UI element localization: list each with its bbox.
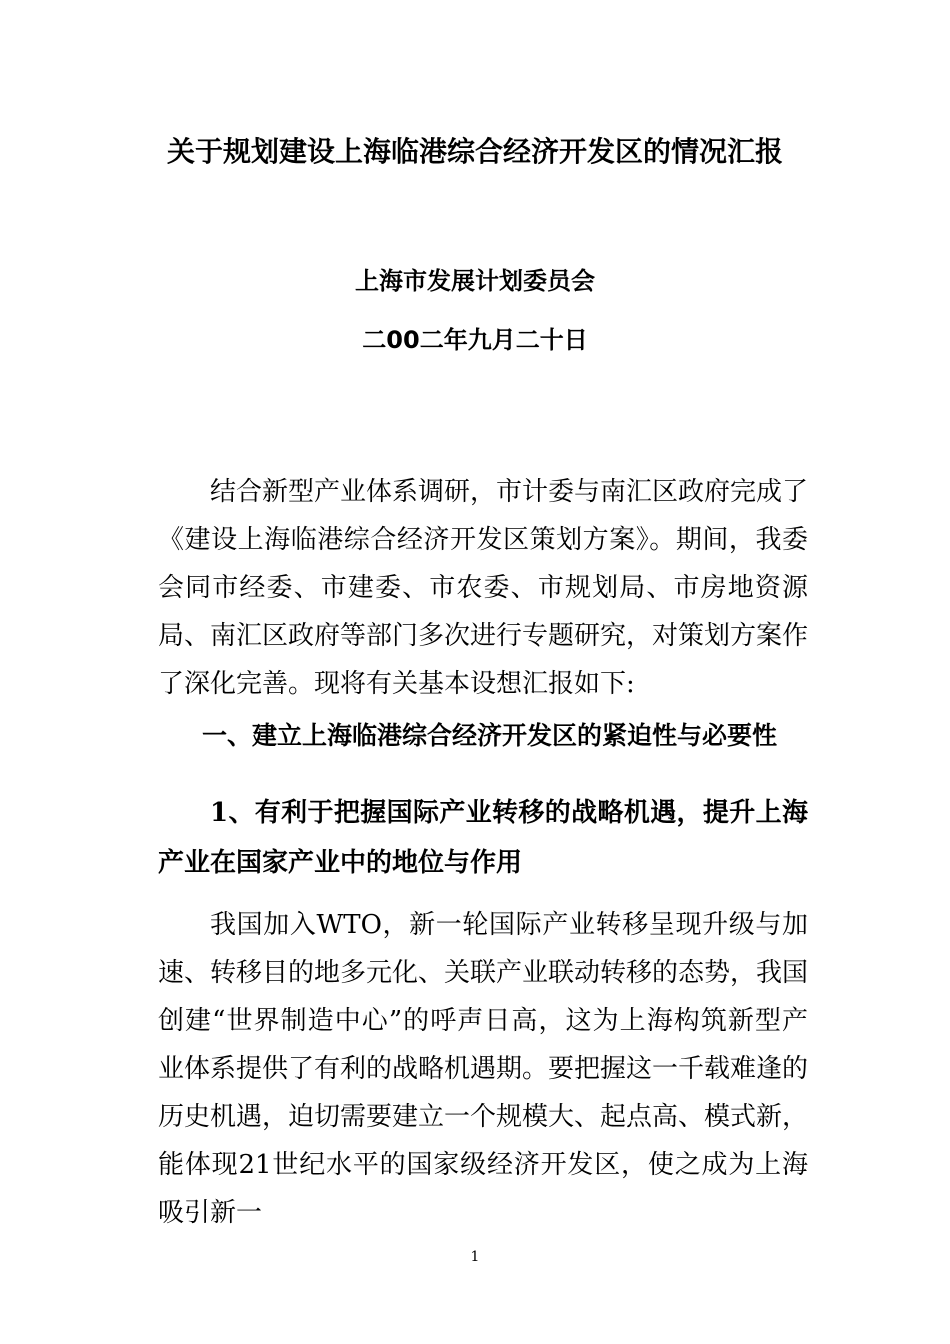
document-date: 二00二年九月二十日 <box>362 326 588 354</box>
subsection-heading: 1、有利于把握国际产业转移的战略机遇，提升上海产业在国家产业中的地位与作用 <box>158 798 808 878</box>
intro-paragraph: 结合新型产业体系调研，市计委与南汇区政府完成了《建设上海临港综合经济开发区策划方案》。期间，我委会同市经委、市建委、市农委、市规划局、市房地资源局、南汇区政府等部门多次进行专题研究，对策划方案作了深化完善。现将有关基本设想汇报如下: <box>158 477 809 699</box>
issuing-organization: 上海市发展计划委员会 <box>355 267 595 295</box>
page-number: 1 <box>470 1249 480 1265</box>
section-heading: 一、建立上海临港综合经济开发区的紧迫性与必要性 <box>202 721 778 750</box>
body-paragraph: 我国加入WTO，新一轮国际产业转移呈现升级与加速、转移目的地多元化、关联产业联动转移的态势，我国创建“世界制造中心”的呼声日高，这为上海构筑新型产业体系提供了有利的战略机遇期。要把握这一千载难逢的历史机遇，迫切需要建立一个规模大、起点高、模式新，能体现21世纪水平的国家级经济开发区，使之成为上海吸引新一 <box>158 910 809 1228</box>
document-title: 关于规划建设上海临港综合经济开发区的情况汇报 <box>166 135 783 168</box>
